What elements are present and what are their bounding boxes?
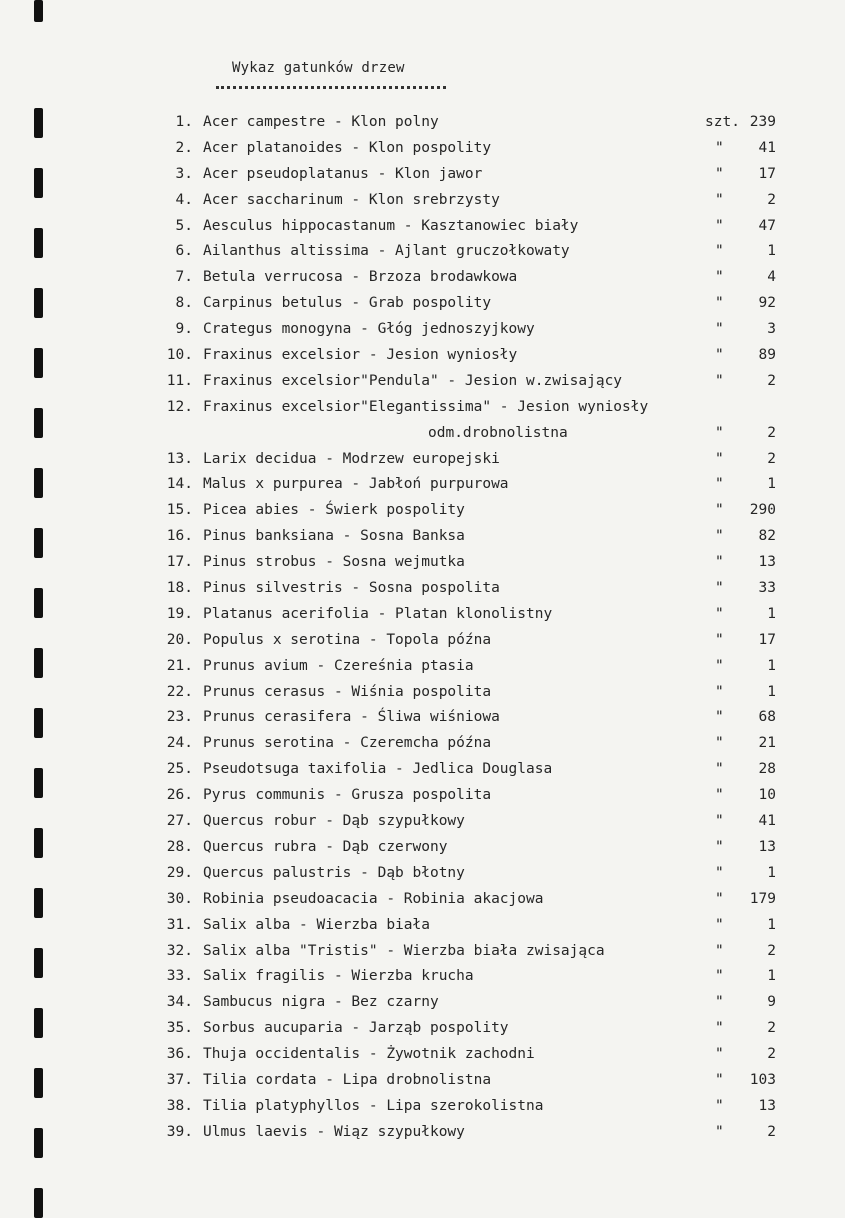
list-item: [0, 550, 845, 576]
list-item: [0, 265, 845, 291]
quantity: 68: [758, 709, 776, 726]
species-name: Pseudotsuga taxifolia - Jedlica Douglasa: [203, 761, 553, 778]
list-item: [0, 628, 845, 654]
quantity: 2: [767, 450, 776, 467]
quantity: 239: [749, 114, 776, 130]
species-name: Larix decidua - Modrzew europejski: [203, 450, 500, 467]
item-number: 28.: [166, 838, 193, 855]
ditto-mark: ": [715, 476, 724, 493]
list-item: [0, 913, 845, 939]
ditto-mark: ": [715, 605, 724, 622]
species-name: Fraxinus excelsior"Elegantissima" - Jesion wyniosły: [203, 398, 649, 415]
quantity: 103: [749, 1071, 776, 1088]
ditto-mark: ": [715, 968, 724, 985]
ditto-mark: ": [715, 217, 724, 234]
item-number: 16.: [166, 528, 193, 545]
item-number: 25.: [166, 761, 193, 778]
ditto-mark: ": [715, 321, 724, 338]
item-number: 5.: [175, 217, 193, 234]
item-number: 14.: [166, 476, 193, 493]
item-number: 18.: [166, 580, 193, 597]
quantity: 17: [758, 631, 776, 648]
quantity: 1: [767, 243, 776, 260]
quantity: 89: [758, 347, 776, 364]
species-name: Robinia pseudoacacia - Robinia akacjowa: [203, 890, 544, 907]
item-number: 31.: [166, 916, 193, 933]
ditto-mark: ": [715, 528, 724, 545]
quantity: 10: [758, 787, 776, 804]
ditto-mark: ": [715, 864, 724, 881]
list-item: [0, 1068, 845, 1094]
list-item: [0, 524, 845, 550]
list-item: [0, 835, 845, 861]
list-item: [0, 964, 845, 990]
quantity: 92: [758, 295, 776, 312]
list-item: [0, 990, 845, 1016]
quantity: 17: [758, 165, 776, 182]
quantity: 13: [758, 1097, 776, 1114]
ditto-mark: ": [715, 554, 724, 571]
item-number: 33.: [166, 968, 193, 985]
quantity: 41: [758, 813, 776, 830]
species-name: Pyrus communis - Grusza pospolita: [203, 787, 492, 804]
species-name: Betula verrucosa - Brzoza brodawkowa: [203, 269, 518, 286]
quantity: 179: [749, 890, 776, 907]
list-item: [0, 1042, 845, 1068]
quantity: 1: [767, 476, 776, 493]
item-number: 15.: [166, 502, 193, 519]
ditto-mark: ": [715, 269, 724, 286]
quantity: 13: [758, 554, 776, 571]
list-item: [0, 472, 845, 498]
ditto-mark: ": [715, 631, 724, 648]
item-number: 26.: [166, 787, 193, 804]
item-number: 38.: [166, 1097, 193, 1114]
species-name: Aesculus hippocastanum - Kasztanowiec biały: [203, 217, 579, 234]
quantity: 9: [767, 994, 776, 1011]
ditto-mark: ": [715, 502, 724, 519]
quantity: 13: [758, 838, 776, 855]
species-name: Prunus avium - Czereśnia ptasia: [203, 657, 474, 674]
species-name: Quercus robur - Dąb szypułkowy: [203, 813, 465, 830]
item-number: 1.: [175, 114, 193, 130]
ditto-mark: ": [715, 1046, 724, 1063]
quantity: 1: [767, 968, 776, 985]
ditto-mark: ": [715, 1123, 724, 1140]
quantity: 1: [767, 683, 776, 700]
list-item: [0, 1120, 845, 1146]
ditto-mark: ": [715, 450, 724, 467]
item-number: 12.: [166, 398, 193, 415]
species-name-continuation: odm.drobnolistna: [428, 424, 568, 441]
list-item: [0, 1094, 845, 1120]
item-number: 34.: [166, 994, 193, 1011]
quantity: 82: [758, 528, 776, 545]
unit-label: szt.: [705, 114, 740, 130]
ditto-mark: ": [715, 424, 724, 441]
ditto-mark: ": [715, 890, 724, 907]
ditto-mark: ": [715, 657, 724, 674]
ditto-mark: ": [715, 838, 724, 855]
item-number: 27.: [166, 813, 193, 830]
item-number: 35.: [166, 1020, 193, 1037]
list-item: [0, 395, 845, 421]
quantity: 4: [767, 269, 776, 286]
item-number: 4.: [175, 191, 193, 208]
item-number: 21.: [166, 657, 193, 674]
species-name: Pinus banksiana - Sosna Banksa: [203, 528, 465, 545]
item-number: 17.: [166, 554, 193, 571]
list-item: [0, 809, 845, 835]
quantity: 1: [767, 605, 776, 622]
item-number: 20.: [166, 631, 193, 648]
species-name: Acer saccharinum - Klon srebrzysty: [203, 191, 500, 208]
ditto-mark: ": [715, 139, 724, 156]
species-name: Pinus strobus - Sosna wejmutka: [203, 554, 465, 571]
list-item: [0, 110, 845, 136]
title-underline: [216, 86, 446, 89]
ditto-mark: ": [715, 994, 724, 1011]
quantity: 28: [758, 761, 776, 778]
quantity: 41: [758, 139, 776, 156]
species-name: Sambucus nigra - Bez czarny: [203, 994, 439, 1011]
species-name: Prunus cerasus - Wiśnia pospolita: [203, 683, 492, 700]
species-name: Sorbus aucuparia - Jarząb pospolity: [203, 1020, 509, 1037]
ditto-mark: ": [715, 243, 724, 260]
item-number: 2.: [175, 139, 193, 156]
ditto-mark: ": [715, 683, 724, 700]
quantity: 33: [758, 580, 776, 597]
list-item: [0, 317, 845, 343]
list-item: [0, 369, 845, 395]
item-number: 32.: [166, 942, 193, 959]
ditto-mark: ": [715, 165, 724, 182]
item-number: 30.: [166, 890, 193, 907]
item-number: 8.: [175, 295, 193, 312]
species-name: Populus x serotina - Topola późna: [203, 631, 492, 648]
species-name: Fraxinus excelsior - Jesion wyniosły: [203, 347, 518, 364]
quantity: 1: [767, 916, 776, 933]
item-number: 11.: [166, 372, 193, 389]
species-name: Prunus cerasifera - Śliwa wiśniowa: [203, 709, 500, 726]
item-number: 37.: [166, 1071, 193, 1088]
quantity: 2: [767, 1020, 776, 1037]
item-number: 6.: [175, 243, 193, 260]
page-title: Wykaz gatunków drzew: [232, 60, 405, 76]
quantity: 1: [767, 864, 776, 881]
list-item: [0, 783, 845, 809]
ditto-mark: ": [715, 761, 724, 778]
ditto-mark: ": [715, 1071, 724, 1088]
list-item: [0, 576, 845, 602]
ditto-mark: ": [715, 942, 724, 959]
list-item: [0, 939, 845, 965]
item-number: 19.: [166, 605, 193, 622]
list-item: [0, 291, 845, 317]
item-number: 9.: [175, 321, 193, 338]
species-name: Platanus acerifolia - Platan klonolistny: [203, 605, 553, 622]
quantity: 21: [758, 735, 776, 752]
species-name: Ailanthus altissima - Ajlant gruczołkowaty: [203, 243, 570, 260]
item-number: 13.: [166, 450, 193, 467]
quantity: 2: [767, 372, 776, 389]
item-number: 29.: [166, 864, 193, 881]
species-name: Salix alba - Wierzba biała: [203, 916, 430, 933]
binding-hole: [34, 0, 43, 22]
ditto-mark: ": [715, 709, 724, 726]
list-item: [0, 680, 845, 706]
list-item: [0, 498, 845, 524]
species-name: Picea abies - Świerk pospolity: [203, 502, 465, 519]
ditto-mark: ": [715, 347, 724, 364]
quantity: 2: [767, 1123, 776, 1140]
item-number: 3.: [175, 165, 193, 182]
ditto-mark: ": [715, 1097, 724, 1114]
item-number: 7.: [175, 269, 193, 286]
species-name: Prunus serotina - Czeremcha późna: [203, 735, 492, 752]
list-item-continuation: [0, 421, 845, 447]
ditto-mark: ": [715, 813, 724, 830]
list-item: [0, 447, 845, 473]
item-number: 23.: [166, 709, 193, 726]
quantity: 47: [758, 217, 776, 234]
species-name: Tilia platyphyllos - Lipa szerokolistna: [203, 1097, 544, 1114]
list-item: [0, 1016, 845, 1042]
list-item: [0, 654, 845, 680]
species-name: Acer platanoides - Klon pospolity: [203, 139, 492, 156]
list-item: [0, 731, 845, 757]
list-item: [0, 343, 845, 369]
list-item: [0, 162, 845, 188]
species-name: Thuja occidentalis - Żywotnik zachodni: [203, 1046, 535, 1063]
species-name: Malus x purpurea - Jabłoń purpurowa: [203, 476, 509, 493]
ditto-mark: ": [715, 191, 724, 208]
quantity: 2: [767, 942, 776, 959]
quantity: 1: [767, 657, 776, 674]
quantity: 290: [749, 502, 776, 519]
ditto-mark: ": [715, 372, 724, 389]
species-name: Salix fragilis - Wierzba krucha: [203, 968, 474, 985]
binding-hole: [34, 1188, 43, 1218]
species-name: Crategus monogyna - Głóg jednoszyjkowy: [203, 321, 535, 338]
species-name: Tilia cordata - Lipa drobnolistna: [203, 1071, 492, 1088]
ditto-mark: ": [715, 295, 724, 312]
list-item: [0, 861, 845, 887]
list-item: [0, 214, 845, 240]
list-item: [0, 602, 845, 628]
list-item: [0, 887, 845, 913]
list-item: [0, 705, 845, 731]
quantity: 2: [767, 1046, 776, 1063]
list-item: [0, 188, 845, 214]
ditto-mark: ": [715, 787, 724, 804]
list-item: [0, 757, 845, 783]
quantity: 3: [767, 321, 776, 338]
species-list: [0, 110, 845, 1146]
ditto-mark: ": [715, 580, 724, 597]
species-name: Carpinus betulus - Grab pospolity: [203, 295, 492, 312]
ditto-mark: ": [715, 1020, 724, 1037]
species-name: Salix alba "Tristis" - Wierzba biała zwisająca: [203, 942, 605, 959]
item-number: 22.: [166, 683, 193, 700]
species-name: Acer campestre - Klon polny: [203, 114, 439, 130]
item-number: 39.: [166, 1123, 193, 1140]
species-name: Ulmus laevis - Wiąz szypułkowy: [203, 1123, 465, 1140]
quantity: 2: [767, 424, 776, 441]
ditto-mark: ": [715, 916, 724, 933]
species-name: Acer pseudoplatanus - Klon jawor: [203, 165, 483, 182]
item-number: 24.: [166, 735, 193, 752]
species-name: Quercus rubra - Dąb czerwony: [203, 838, 448, 855]
ditto-mark: ": [715, 735, 724, 752]
item-number: 36.: [166, 1046, 193, 1063]
species-name: Quercus palustris - Dąb błotny: [203, 864, 465, 881]
list-item: [0, 239, 845, 265]
list-item: [0, 136, 845, 162]
quantity: 2: [767, 191, 776, 208]
species-name: Fraxinus excelsior"Pendula" - Jesion w.zwisający: [203, 372, 623, 389]
item-number: 10.: [166, 347, 193, 364]
species-name: Pinus silvestris - Sosna pospolita: [203, 580, 500, 597]
